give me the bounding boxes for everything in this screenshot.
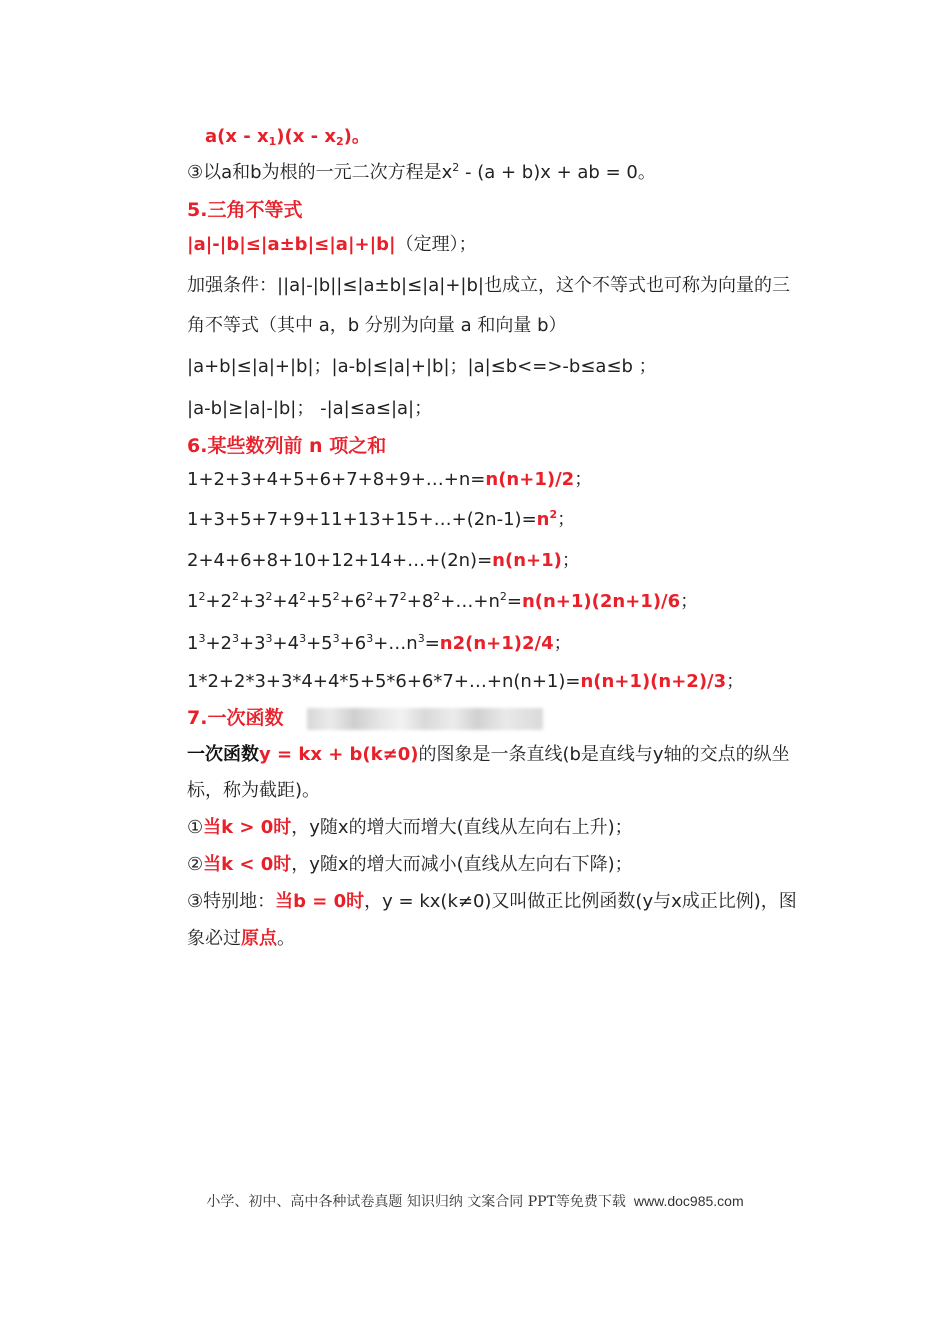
text-segment: - (a + b)x + ab = 0。 [459, 162, 656, 183]
text-segment: +6 [339, 633, 367, 654]
superscript: 2 [366, 590, 374, 603]
text-segment: ，y = kx(k≠0)又叫做正比例函数(y与x成正比例)，图 [364, 891, 797, 912]
text-segment: ② [187, 854, 204, 875]
superscript: 2 [549, 508, 558, 521]
inequality-formula: |a|-|b|≤|a±b|≤|a|+|b| [187, 234, 396, 255]
text-segment: +…n [373, 633, 418, 654]
result-formula: n(n+1)/2 [485, 469, 575, 490]
superscript: 2 [499, 590, 507, 603]
text-segment: +5 [306, 633, 333, 654]
abs-inequality-line-1: |a+b|≤|a|+|b|；|a-b|≤|a|+|b|；|a|≤b<=>-b≤a≤b ； [187, 356, 657, 377]
superscript: 2 [399, 590, 407, 603]
superscript: 2 [332, 590, 340, 603]
text-segment: 。 [277, 928, 295, 949]
text-segment: ； [561, 550, 580, 571]
text-segment: +6 [339, 591, 367, 612]
text-segment: +2 [205, 633, 232, 654]
k-positive-line [187, 816, 633, 840]
result-formula: n(n+1)(2n+1)/6 [521, 591, 681, 612]
strengthened-condition-line: 加强条件：||a|-|b||≤|a±b|≤|a|+|b|也成立，这个不等式也可称为向量的三 [187, 275, 790, 296]
section-heading-7-row [187, 706, 543, 731]
text-segment: +8 [406, 591, 434, 612]
intercept-note-line: 标，称为截距)。 [187, 780, 321, 801]
text-segment: 1*2+2*3+3*4+4*5+5*6+6*7+…+n(n+1)= [187, 671, 581, 692]
sum-odd-line [187, 508, 575, 532]
vector-note-line: 角不等式（其中 a，b 分别为向量 a 和向量 b） [187, 315, 567, 336]
text-segment: +4 [272, 633, 300, 654]
linear-function-def-line [187, 743, 790, 767]
sum-natural-line [187, 468, 592, 492]
text-segment: +2 [205, 591, 232, 612]
text-segment: )(x - x [276, 126, 336, 147]
text-segment: （定理）； [395, 234, 477, 255]
condition-highlight: 当b = 0时 [275, 891, 365, 912]
subscript: 1 [268, 135, 277, 148]
k-negative-line [187, 853, 633, 877]
text-segment: +3 [239, 633, 266, 654]
condition-highlight: 当k > 0时 [203, 817, 292, 838]
text-segment: )。 [343, 126, 370, 147]
text-segment: ③以a和b为根的一元二次方程是x [187, 162, 453, 183]
text-segment: 1+3+5+7+9+11+13+15+…+(2n-1)= [187, 509, 537, 530]
page-footer [0, 1191, 950, 1211]
sum-cubes-line [187, 632, 572, 656]
text-segment: 象必过 [187, 928, 241, 949]
abs-inequality-line-2: |a-b|≥|a|-|b|； -|a|≤a≤|a|； [187, 398, 433, 419]
quadratic-root-line [187, 161, 656, 185]
superscript: 3 [265, 632, 273, 645]
text-segment: +3 [239, 591, 266, 612]
factored-form-line [205, 125, 370, 149]
result-formula: n(n+1) [492, 550, 562, 571]
superscript: 2 [265, 590, 273, 603]
result-formula: n(n+1)(n+2)/3 [580, 671, 727, 692]
footer-text: 小学、初中、高中各种试卷真题 知识归纳 文案合同 PPT等免费下载 [206, 1194, 626, 1210]
text-segment: +…+n [440, 591, 500, 612]
text-segment: = [424, 633, 440, 654]
text-segment: ③特别地： [187, 891, 276, 912]
blurred-watermark [307, 708, 543, 730]
sum-even-line [187, 549, 580, 573]
section-heading-7: 7.一次函数 [187, 707, 284, 729]
result-formula: n2(n+1)2/4 [439, 633, 554, 654]
superscript: 2 [198, 590, 206, 603]
text-segment: ，y随x的增大而减小(直线从左向右下降)； [291, 854, 633, 875]
origin-line [187, 927, 295, 951]
superscript: 3 [417, 632, 425, 645]
text-segment: ； [574, 469, 593, 490]
text-segment: ； [553, 633, 572, 654]
term-bold: 一次函数 [187, 744, 259, 765]
triangle-inequality-line [187, 233, 477, 257]
text-segment: 2+4+6+8+10+12+14+…+(2n)= [187, 550, 493, 571]
subscript: 2 [335, 135, 344, 148]
text-segment: +5 [306, 591, 333, 612]
superscript: 3 [366, 632, 374, 645]
superscript: 3 [198, 632, 206, 645]
condition-highlight: 当k < 0时 [203, 854, 292, 875]
text-segment: 的图象是一条直线(b是直线与y轴的交点的纵坐 [418, 744, 790, 765]
superscript: 2 [433, 590, 441, 603]
text-segment: a(x - x [205, 126, 269, 147]
text-segment: = [506, 591, 522, 612]
superscript: 3 [299, 632, 307, 645]
result-formula: n [536, 509, 550, 530]
text-segment: ； [680, 591, 699, 612]
superscript: 2 [232, 590, 239, 603]
function-formula: y = kx + b(k≠0) [259, 744, 419, 765]
text-segment: ； [726, 671, 745, 692]
text-segment: +7 [373, 591, 400, 612]
section-heading-6: 6.某些数列前 n 项之和 [187, 435, 387, 457]
text-segment: 1 [187, 633, 199, 654]
origin-highlight: 原点 [241, 928, 277, 949]
text-segment: ① [187, 817, 204, 838]
b-zero-line [187, 890, 797, 914]
text-segment: 1 [187, 591, 199, 612]
superscript: 2 [452, 161, 460, 174]
sum-squares-line [187, 590, 698, 614]
section-heading-5: 5.三角不等式 [187, 199, 303, 221]
superscript: 3 [232, 632, 239, 645]
superscript: 2 [299, 590, 307, 603]
text-segment: +4 [272, 591, 300, 612]
text-segment: ，y随x的增大而增大(直线从左向右上升)； [291, 817, 633, 838]
text-segment: 1+2+3+4+5+6+7+8+9+…+n= [187, 469, 486, 490]
superscript: 3 [332, 632, 340, 645]
footer-site-link[interactable]: www.doc985.com [633, 1193, 744, 1209]
text-segment: ； [557, 509, 576, 530]
sum-products-line [187, 670, 744, 694]
